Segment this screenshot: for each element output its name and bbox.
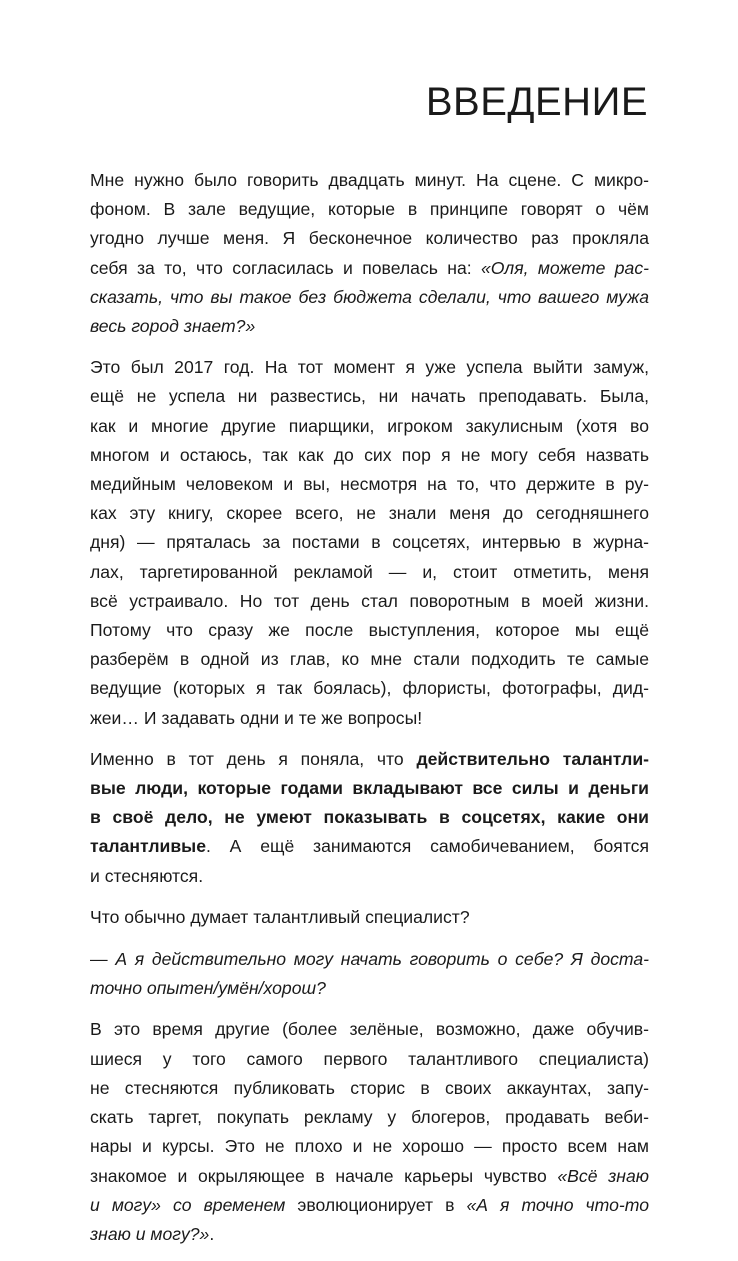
italic-text: сказать, что вы такое без бюджета сделали, что вашего мужа: [90, 286, 649, 307]
text-line: [90, 616, 649, 645]
italic-text: точно опытен/умён/хорош?: [90, 978, 326, 999]
text-line: [90, 945, 649, 974]
italic-text: «Всё знаю: [557, 1165, 649, 1186]
text-run: эволюционирует в: [297, 1194, 467, 1215]
text-run: .: [209, 1223, 215, 1244]
paragraph: [90, 745, 649, 891]
text-run: многом и остаюсь, так как до сих пор я не могу себя назвать: [90, 444, 649, 465]
bold-text: в своё дело, не умеют показывать в соцсетях, какие они: [90, 807, 649, 828]
text-run: шиеся у того самого первого талантливого специалиста): [90, 1048, 649, 1069]
text-run: как и многие другие пиарщики, игроком закулисным (хотя во: [90, 415, 649, 436]
italic-text: знаю и могу?»: [90, 1223, 210, 1244]
chapter-title: ВВЕДЕНИЕ: [425, 80, 648, 124]
italic-text: весь город знает?»: [90, 316, 256, 337]
text-line: [90, 862, 649, 891]
italic-text: «А я точно что-то: [466, 1194, 649, 1215]
text-run: Что обычно думает талантливый специалист?: [90, 906, 470, 927]
text-run: жеи… И задавать одни и те же вопросы!: [90, 707, 423, 728]
paragraph: [90, 166, 649, 341]
italic-text: А я действительно могу начать говорить о себе? Я доста-: [115, 949, 649, 970]
text-line: [90, 1074, 649, 1103]
paragraph: [90, 353, 649, 733]
text-line: [90, 1103, 649, 1132]
text-line: [90, 558, 649, 587]
paragraph: [90, 903, 649, 932]
text-line: [90, 832, 649, 861]
bold-text: вые люди, которые годами вкладывают все силы и деньги: [90, 778, 649, 799]
text-line: [90, 587, 649, 616]
text-run: и стесняются.: [90, 865, 204, 886]
text-line: [90, 745, 649, 774]
text-line: [90, 312, 649, 341]
text-line: [90, 441, 649, 470]
text-line: [90, 195, 649, 224]
text-run: В это время другие (более зелёные, возможно, даже обучив-: [90, 1019, 649, 1040]
text-run: не стесняются публиковать сторис в своих аккаунтах, запу-: [90, 1077, 649, 1098]
paragraph: [90, 1015, 649, 1249]
text-run: Именно в тот день я поняла, что: [90, 748, 417, 769]
text-line: [90, 1162, 649, 1191]
italic-text: и могу»: [90, 1194, 161, 1215]
text-line: [90, 974, 649, 1003]
text-run: угодно лучше меня. Я бесконечное количество раз прокляла: [90, 228, 649, 249]
text-line: [90, 499, 649, 528]
text-line: [90, 353, 649, 382]
text-run: скать таргет, покупать рекламу у блогеров, продавать веби-: [90, 1107, 649, 1128]
text-line: [90, 1132, 649, 1161]
text-run: ведущие (которых я так боялась), флористы, фотографы, дид-: [90, 678, 649, 699]
text-run: лах, таргетированной рекламой — и, стоит отметить, меня: [90, 561, 649, 582]
text-run: Мне нужно было говорить двадцать минут. На сцене. С микро-: [90, 170, 649, 190]
text-run: дня) — пряталась за постами в соцсетях, интервью в журна-: [90, 532, 649, 553]
text-run: ках эту книгу, скорее всего, не знали меня до сегодняшнего: [90, 503, 649, 524]
text-run: —: [90, 949, 116, 970]
body-text: [90, 166, 649, 1261]
text-line: [90, 166, 649, 195]
text-line: [90, 283, 649, 312]
text-line: [90, 1220, 649, 1249]
text-line: [90, 704, 649, 733]
text-run: фоном. В зале ведущие, которые в принципе говорят о чём: [90, 199, 649, 220]
text-run: знакомое и окрыляющее в начале карьеры чувство: [90, 1165, 558, 1186]
text-run: нары и курсы. Это не плохо и не хорошо — просто всем нам: [90, 1136, 649, 1157]
text-line: [90, 903, 649, 932]
bold-text: действительно талантли-: [416, 748, 649, 769]
italic-text: со временем: [160, 1194, 298, 1215]
text-line: [90, 645, 649, 674]
text-run: себя за то, что согласилась и повелась на:: [90, 257, 481, 278]
text-line: [90, 1045, 649, 1074]
bold-text: талантливые: [90, 836, 206, 857]
text-run: медийным человеком и вы, несмотря на то, что держите в ру-: [90, 474, 649, 495]
text-run: всё устраивало. Но тот день стал поворотным в моей жизни.: [90, 590, 649, 611]
text-line: [90, 1015, 649, 1044]
text-line: [90, 674, 649, 703]
text-line: [90, 774, 649, 803]
text-line: [90, 412, 649, 441]
text-line: [90, 224, 649, 253]
text-run: ещё не успела ни развестись, ни начать преподавать. Была,: [90, 386, 649, 407]
text-line: [90, 470, 649, 499]
italic-text: «Оля, можете рас-: [481, 257, 649, 278]
text-line: [90, 1191, 649, 1220]
text-run: Это был 2017 год. На тот момент я уже успела выйти замуж,: [90, 357, 649, 378]
text-run: . А ещё занимаются самобичеванием, боятся: [206, 836, 649, 857]
text-line: [90, 803, 649, 832]
text-line: [90, 382, 649, 411]
text-line: [90, 528, 649, 557]
paragraph: [90, 945, 649, 1003]
text-run: разберём в одной из глав, ко мне стали подходить те самые: [90, 649, 649, 670]
text-line: [90, 254, 649, 283]
text-run: Потому что сразу же после выступления, которое мы ещё: [90, 620, 649, 641]
